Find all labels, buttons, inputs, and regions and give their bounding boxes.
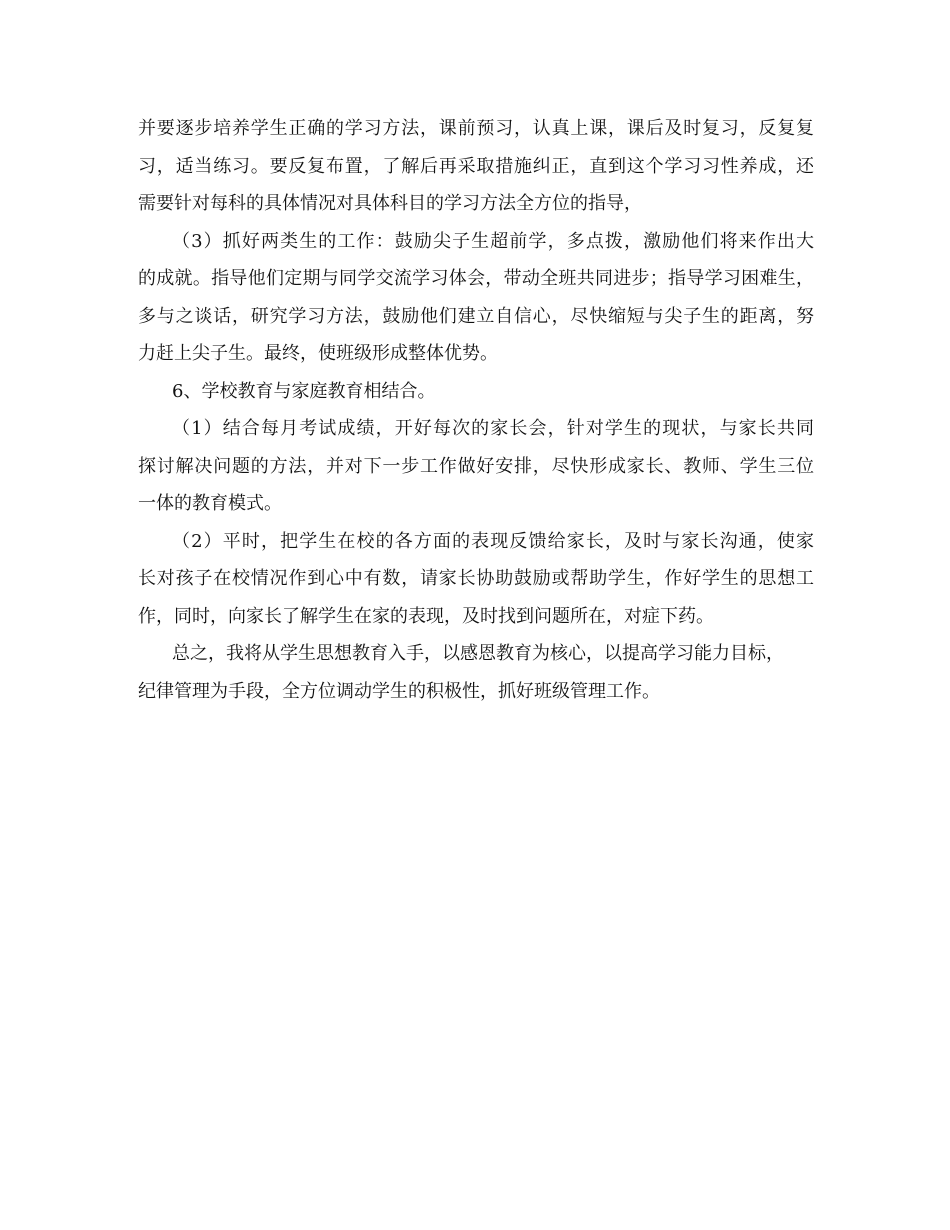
text-line: （2）平时，把学生在校的各方面的表现反馈给家长，及时与家长沟通，使家	[172, 530, 814, 552]
text-line: 总之，我将从学生思想教育入手，以感恩教育为核心，以提高学习能力目标，	[172, 643, 784, 664]
text-line: 作，同时，向家长了解学生在家的表现，及时找到问题所在，对症下药。	[138, 605, 714, 627]
text-line: 习，适当练习。要反复布置，了解后再采取措施纠正，直到这个学习习性养成，还	[138, 155, 814, 177]
document-body	[138, 110, 814, 710]
text-line: 力赶上尖子生。最终，使班级形成整体优势。	[138, 343, 498, 364]
text-line: 长对孩子在校情况作到心中有数，请家长协助鼓励或帮助学生，作好学生的思想工	[138, 568, 814, 589]
text-line: （1）结合每月考试成绩，开好每次的家长会，针对学生的现状，与家长共同	[172, 418, 814, 439]
text-line: 需要针对每科的具体情况对具体科目的学习方法全方位的指导，	[138, 193, 642, 214]
text-line: （3）抓好两类生的工作：鼓励尖子生超前学，多点拨，激励他们将来作出大	[172, 230, 814, 252]
text-line: 纪律管理为手段，全方位调动学生的积极性，抓好班级管理工作。	[138, 680, 660, 702]
text-line: 的成就。指导他们定期与同学交流学习体会，带动全班共同进步；指导学习困难生，	[138, 268, 814, 289]
text-line: 多与之谈话，研究学习方法，鼓励他们建立自信心，尽快缩短与尖子生的距离，努	[138, 305, 814, 327]
text-line: 探讨解决问题的方法，并对下一步工作做好安排，尽快形成家长、教师、学生三位	[138, 455, 814, 477]
text-line: 6、学校教育与家庭教育相结合。	[172, 380, 436, 402]
text-line: 并要逐步培养学生正确的学习方法，课前预习，认真上课，课后及时复习，反复复	[138, 118, 814, 139]
text-line: 一体的教育模式。	[138, 493, 282, 514]
